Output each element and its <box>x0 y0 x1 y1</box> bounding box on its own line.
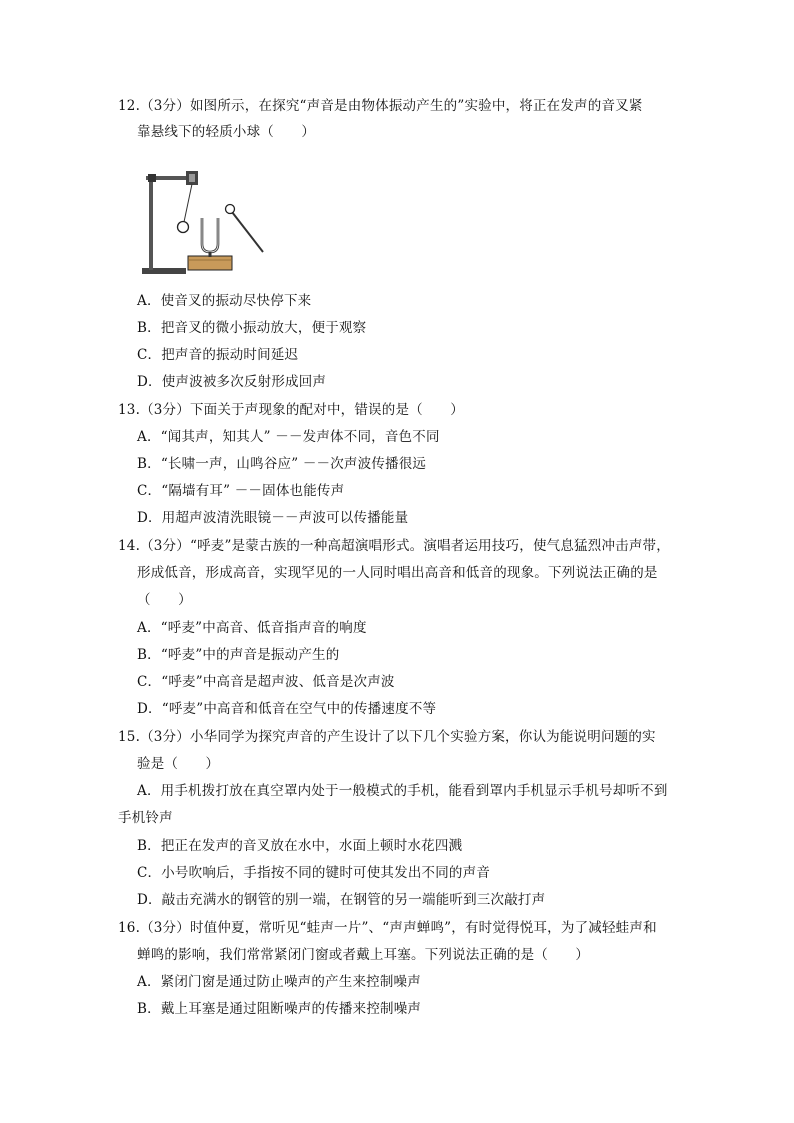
q13-option-d: D．用超声波清洗眼镜－－声波可以传播能量 <box>137 510 409 526</box>
q12-stem-line1: 12.（3分）如图所示，在探究“声音是由物体振动产生的”实验中，将正在发声的音叉紧 <box>118 98 643 114</box>
q16-option-a: A．紧闭门窗是通过防止噪声的产生来控制噪声 <box>137 974 421 990</box>
q13-option-c: C．“隔墙有耳” －－固体也能传声 <box>137 483 345 499</box>
q16-stem-line2: 蝉鸣的影响，我们常常紧闭门窗或者戴上耳塞。下列说法正确的是（ ） <box>137 947 590 963</box>
q15-option-d: D．敲击充满水的钢管的别一端，在钢管的另一端能听到三次敲打声 <box>137 892 546 908</box>
q16-stem-line1: 16.（3分）时值仲夏，常听见“蛙声一片”、“声声蝉鸣”，有时觉得悦耳，为了减轻蛙声和 <box>118 920 657 936</box>
q12-option-a: A．使音叉的振动尽快停下来 <box>137 293 312 309</box>
q13-stem-line1: 13.（3分）下面关于声现象的配对中，错误的是（ ） <box>118 402 464 418</box>
q14-option-a: A．“呼麦”中高音、低音指声音的响度 <box>137 620 367 636</box>
q15-option-b: B．把正在发声的音叉放在水中，水面上顿时水花四溅 <box>137 838 463 854</box>
q15-option-a-line2: 手机铃声 <box>118 810 173 826</box>
q13-option-b: B．“长啸一声，山鸣谷应” －－次声波传播很远 <box>137 456 427 472</box>
q14-stem-line3: （ ） <box>137 592 192 608</box>
q15-stem-line2: 验是（ ） <box>137 756 220 772</box>
q14-option-b: B．“呼麦”中的声音是振动产生的 <box>137 647 340 663</box>
q14-option-d: D．“呼麦”中高音和低音在空气中的传播速度不等 <box>137 701 437 717</box>
q16-option-b: B．戴上耳塞是通过阻断噪声的传播来控制噪声 <box>137 1001 422 1017</box>
q14-stem-line1: 14.（3分）“呼麦”是蒙古族的一种高超演唱形式。演唱者运用技巧，使气息猛烈冲击声带， <box>118 538 670 554</box>
q14-stem-line2: 形成低音，形成高音，实现罕见的一人同时唱出高音和低音的现象。下列说法正确的是 <box>137 565 658 581</box>
q14-option-c: C．“呼麦”中高音是超声波、低音是次声波 <box>137 674 395 690</box>
q15-option-c: C．小号吹响后，手指按不同的键时可使其发出不同的声音 <box>137 865 491 881</box>
tuning-fork-ball-apparatus-icon <box>138 156 266 282</box>
q12-stem-line2: 靠悬线下的轻质小球（ ） <box>137 124 316 140</box>
q13-option-a: A．“闻其声，知其人” －－发声体不同，音色不同 <box>137 429 440 445</box>
q12-option-c: C．把声音的振动时间延迟 <box>137 347 299 363</box>
q15-option-a-line1: A．用手机拨打放在真空罩内处于一般模式的手机，能看到罩内手机显示手机号却听不到 <box>137 783 668 799</box>
q12-option-d: D．使声波被多次反射形成回声 <box>137 374 327 390</box>
q15-stem-line1: 15.（3分）小华同学为探究声音的产生设计了以下几个实验方案，你认为能说明问题的实 <box>118 729 656 745</box>
q12-option-b: B．把音叉的微小振动放大，便于观察 <box>137 320 367 336</box>
